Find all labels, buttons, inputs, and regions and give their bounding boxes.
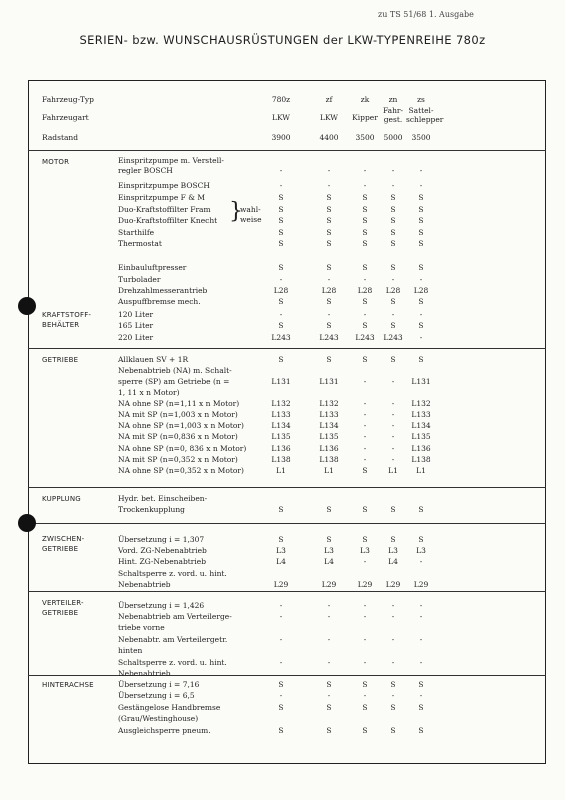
value-zf: L131 bbox=[319, 377, 339, 386]
item-label: Drehzahlmesserantrieb bbox=[118, 286, 208, 295]
header-type-zf: zf bbox=[325, 95, 333, 104]
item-label: Schaltsperre z. vord. u. hint. bbox=[118, 658, 227, 667]
section-divider bbox=[28, 675, 546, 676]
item-label: Ausgleichsperre pneum. bbox=[118, 726, 211, 735]
value-zk: S bbox=[362, 239, 368, 248]
value-zf: S bbox=[326, 505, 332, 514]
section-divider bbox=[28, 150, 546, 151]
value-zn: S bbox=[390, 205, 396, 214]
value-zn: - bbox=[391, 275, 395, 284]
value-zf: L4 bbox=[324, 557, 334, 566]
value-zf: S bbox=[326, 216, 332, 225]
value-zk: S bbox=[362, 703, 368, 712]
value-zf: L1 bbox=[324, 466, 334, 475]
value-zk: - bbox=[363, 275, 367, 284]
value-zn: S bbox=[390, 703, 396, 712]
item-label: NA ohne SP (n=1,003 x n Motor) bbox=[118, 421, 244, 430]
value-zs: L132 bbox=[411, 399, 431, 408]
value-zs: S bbox=[418, 321, 424, 330]
section-gearbox: GETRIEBE bbox=[42, 356, 79, 364]
value-780z: L3 bbox=[276, 546, 286, 555]
item-label: Duo-Kraftstoffilter Knecht bbox=[118, 216, 218, 225]
value-zn: S bbox=[390, 355, 396, 364]
value-zn: - bbox=[391, 410, 395, 419]
value-zf: - bbox=[327, 181, 331, 190]
value-zs: L28 bbox=[413, 286, 429, 295]
section-intermediate-gearbox-line2: GETRIEBE bbox=[42, 545, 79, 553]
section-rear-axle: HINTERACHSE bbox=[42, 681, 94, 689]
value-zs: - bbox=[419, 658, 423, 667]
value-zs: S bbox=[418, 205, 424, 214]
header-wheelbase-zf: 4400 bbox=[319, 133, 339, 142]
value-zs: S bbox=[418, 297, 424, 306]
value-zn: - bbox=[391, 691, 395, 700]
value-780z: S bbox=[278, 703, 284, 712]
section-transfer-case: VERTEILER- bbox=[42, 599, 84, 607]
value-zk: S bbox=[362, 193, 368, 202]
value-780z: L134 bbox=[271, 421, 291, 430]
header-kind-zk: Kipper bbox=[352, 113, 378, 122]
header-kind-zs: Sattel- bbox=[408, 106, 434, 115]
value-zk: - bbox=[363, 444, 367, 453]
value-zs: - bbox=[419, 166, 423, 175]
value-zk: - bbox=[363, 432, 367, 441]
value-780z: L4 bbox=[276, 557, 286, 566]
value-zn: - bbox=[391, 181, 395, 190]
value-zs: L1 bbox=[416, 466, 426, 475]
value-780z: S bbox=[278, 228, 284, 237]
header-wheelbase-zk: 3500 bbox=[355, 133, 375, 142]
value-zs: - bbox=[419, 612, 423, 621]
value-zf: - bbox=[327, 601, 331, 610]
optional-note-line1: wahl- bbox=[240, 205, 261, 214]
value-780z: S bbox=[278, 321, 284, 330]
value-780z: S bbox=[278, 297, 284, 306]
section-divider bbox=[28, 487, 546, 488]
header-kind-zn-line2: gest. bbox=[383, 115, 403, 124]
item-label: hinten bbox=[118, 646, 143, 655]
value-zf: L3 bbox=[324, 546, 334, 555]
header-kind-780z: LKW bbox=[271, 113, 291, 122]
value-zs: L138 bbox=[411, 455, 431, 464]
value-zk: - bbox=[363, 557, 367, 566]
value-zn: L4 bbox=[388, 557, 398, 566]
value-zs: - bbox=[419, 310, 423, 319]
value-zf: - bbox=[327, 691, 331, 700]
item-label: Duo-Kraftstoffilter Fram bbox=[118, 205, 211, 214]
value-zk: S bbox=[362, 321, 368, 330]
value-zn: - bbox=[391, 444, 395, 453]
value-780z: L136 bbox=[271, 444, 291, 453]
value-zf: - bbox=[327, 166, 331, 175]
section-transfer-case-line2: GETRIEBE bbox=[42, 609, 79, 617]
item-label: Einspritzpumpe BOSCH bbox=[118, 181, 210, 190]
item-label: Auspuffbremse mech. bbox=[118, 297, 201, 306]
value-zk: L243 bbox=[355, 333, 375, 342]
value-zk: S bbox=[362, 263, 368, 272]
item-label: Nebenabtrieb bbox=[118, 580, 171, 589]
value-zs: L29 bbox=[413, 580, 429, 589]
value-780z: S bbox=[278, 505, 284, 514]
value-zs: - bbox=[419, 557, 423, 566]
item-label: Übersetzung i = 7,16 bbox=[118, 680, 200, 689]
item-label: NA ohne SP (n=0,352 x n Motor) bbox=[118, 466, 244, 475]
value-zf: L28 bbox=[321, 286, 337, 295]
value-zf: - bbox=[327, 275, 331, 284]
value-zs: - bbox=[419, 275, 423, 284]
value-zn: L29 bbox=[385, 580, 401, 589]
item-label: Einbauluftpresser bbox=[118, 263, 187, 272]
value-780z: - bbox=[279, 310, 283, 319]
value-zn: - bbox=[391, 377, 395, 386]
value-zf: S bbox=[326, 321, 332, 330]
value-zf: - bbox=[327, 310, 331, 319]
value-780z: - bbox=[279, 691, 283, 700]
item-label: triebe vorne bbox=[118, 623, 165, 632]
value-zk: S bbox=[362, 466, 368, 475]
value-780z: S bbox=[278, 726, 284, 735]
value-zf: S bbox=[326, 193, 332, 202]
value-zk: - bbox=[363, 377, 367, 386]
value-780z: L135 bbox=[271, 432, 291, 441]
value-zs: S bbox=[418, 193, 424, 202]
value-zs: S bbox=[418, 355, 424, 364]
header-vehicle-type-label: Fahrzeug-Typ bbox=[42, 95, 94, 104]
item-label: NA ohne SP (n=0, 836 x n Motor) bbox=[118, 444, 247, 453]
value-zs: L133 bbox=[411, 410, 431, 419]
header-wheelbase-zs: 3500 bbox=[411, 133, 431, 142]
value-780z: - bbox=[279, 635, 283, 644]
value-zf: S bbox=[326, 228, 332, 237]
value-zn: - bbox=[391, 658, 395, 667]
value-780z: L132 bbox=[271, 399, 291, 408]
value-zs: - bbox=[419, 601, 423, 610]
value-zf: - bbox=[327, 612, 331, 621]
value-zf: S bbox=[326, 535, 332, 544]
item-label: (Grau/Westinghouse) bbox=[118, 714, 199, 723]
value-zs: S bbox=[418, 216, 424, 225]
value-zk: S bbox=[362, 205, 368, 214]
value-zn: S bbox=[390, 193, 396, 202]
value-zk: - bbox=[363, 410, 367, 419]
value-zs: S bbox=[418, 505, 424, 514]
value-zf: L135 bbox=[319, 432, 339, 441]
value-zk: S bbox=[362, 228, 368, 237]
value-zf: L243 bbox=[319, 333, 339, 342]
value-zk: - bbox=[363, 455, 367, 464]
value-zn: S bbox=[390, 239, 396, 248]
item-label: Nebenabtrieb bbox=[118, 669, 171, 678]
value-zs: L136 bbox=[411, 444, 431, 453]
value-zk: - bbox=[363, 612, 367, 621]
value-780z: L28 bbox=[273, 286, 289, 295]
punch-hole bbox=[18, 514, 36, 532]
value-zk: S bbox=[362, 535, 368, 544]
item-label: 220 Liter bbox=[118, 333, 154, 342]
value-780z: - bbox=[279, 166, 283, 175]
value-zs: S bbox=[418, 239, 424, 248]
value-zf: S bbox=[326, 263, 332, 272]
value-780z: S bbox=[278, 535, 284, 544]
item-label: Trockenkupplung bbox=[118, 505, 185, 514]
value-zn: S bbox=[390, 216, 396, 225]
value-780z: L1 bbox=[276, 466, 286, 475]
item-label: sperre (SP) am Getriebe (n = bbox=[118, 377, 230, 386]
item-label: Turbolader bbox=[118, 275, 161, 284]
value-zn: - bbox=[391, 612, 395, 621]
item-label: Gestängelose Handbremse bbox=[118, 703, 221, 712]
value-zk: S bbox=[362, 216, 368, 225]
value-zf: L29 bbox=[321, 580, 337, 589]
optional-brace: } bbox=[229, 199, 243, 224]
item-label: Übersetzung i = 6,5 bbox=[118, 691, 195, 700]
value-zn: S bbox=[390, 535, 396, 544]
value-zs: - bbox=[419, 691, 423, 700]
item-label: regler BOSCH bbox=[118, 166, 173, 175]
value-zf: S bbox=[326, 355, 332, 364]
header-kind-zf: LKW bbox=[319, 113, 339, 122]
item-label: Nebenabtrieb am Verteilerge- bbox=[118, 612, 232, 621]
value-780z: S bbox=[278, 205, 284, 214]
value-zf: S bbox=[326, 680, 332, 689]
value-zk: - bbox=[363, 310, 367, 319]
value-zn: S bbox=[390, 726, 396, 735]
value-zn: - bbox=[391, 310, 395, 319]
value-zs: - bbox=[419, 181, 423, 190]
value-zk: L3 bbox=[360, 546, 370, 555]
value-zk: - bbox=[363, 399, 367, 408]
value-780z: S bbox=[278, 216, 284, 225]
value-780z: L138 bbox=[271, 455, 291, 464]
value-zk: - bbox=[363, 166, 367, 175]
value-zn: - bbox=[391, 635, 395, 644]
section-divider bbox=[28, 523, 546, 524]
value-780z: S bbox=[278, 193, 284, 202]
value-zs: L135 bbox=[411, 432, 431, 441]
value-zk: L28 bbox=[357, 286, 373, 295]
header-vehicle-kind-label: Fahrzeugart bbox=[42, 113, 89, 122]
value-zf: L136 bbox=[319, 444, 339, 453]
value-780z: L243 bbox=[271, 333, 291, 342]
value-zs: - bbox=[419, 333, 423, 342]
value-zs: - bbox=[419, 635, 423, 644]
header-wheelbase-label: Radstand bbox=[42, 133, 79, 142]
value-zs: S bbox=[418, 535, 424, 544]
value-zn: L1 bbox=[388, 466, 398, 475]
value-zn: L243 bbox=[383, 333, 403, 342]
value-780z: - bbox=[279, 275, 283, 284]
value-zk: S bbox=[362, 680, 368, 689]
header-kind-zs-line2: schlepper bbox=[406, 115, 444, 124]
item-label: Nebenabtr. am Verteilergetr. bbox=[118, 635, 228, 644]
value-zk: - bbox=[363, 658, 367, 667]
value-zf: L132 bbox=[319, 399, 339, 408]
value-zn: L28 bbox=[385, 286, 401, 295]
item-label: Übersetzung i = 1,307 bbox=[118, 535, 205, 544]
section-divider bbox=[28, 348, 546, 349]
value-zk: L29 bbox=[357, 580, 373, 589]
section-divider bbox=[28, 591, 546, 592]
item-label: Einspritzpumpe m. Verstell- bbox=[118, 156, 224, 165]
value-zk: S bbox=[362, 505, 368, 514]
value-zs: L3 bbox=[416, 546, 426, 555]
page-title: SERIEN- bzw. WUNSCHAUSRÜSTUNGEN der LKW-TYPENREIHE 780z bbox=[79, 33, 486, 47]
value-zs: S bbox=[418, 680, 424, 689]
punch-hole bbox=[18, 297, 36, 315]
item-label: Hydr. bet. Einscheiben- bbox=[118, 494, 208, 503]
value-zn: S bbox=[390, 263, 396, 272]
header-type-zk: zk bbox=[360, 95, 370, 104]
value-zn: - bbox=[391, 399, 395, 408]
value-zk: - bbox=[363, 421, 367, 430]
value-780z: L131 bbox=[271, 377, 291, 386]
header-wheelbase-780z: 3900 bbox=[271, 133, 291, 142]
value-zf: - bbox=[327, 635, 331, 644]
value-zf: S bbox=[326, 239, 332, 248]
value-780z: - bbox=[279, 181, 283, 190]
value-zf: - bbox=[327, 658, 331, 667]
header-wheelbase-zn: 5000 bbox=[383, 133, 403, 142]
value-zf: S bbox=[326, 297, 332, 306]
document-reference: zu TS 51/68 1. Ausgabe bbox=[378, 10, 474, 19]
value-zf: S bbox=[326, 726, 332, 735]
value-zk: - bbox=[363, 181, 367, 190]
value-zk: S bbox=[362, 297, 368, 306]
value-zk: - bbox=[363, 601, 367, 610]
header-type-zn: zn bbox=[388, 95, 398, 104]
value-zn: S bbox=[390, 321, 396, 330]
value-zs: S bbox=[418, 726, 424, 735]
value-780z: S bbox=[278, 680, 284, 689]
value-780z: - bbox=[279, 601, 283, 610]
value-zk: S bbox=[362, 726, 368, 735]
value-zs: L131 bbox=[411, 377, 431, 386]
value-zs: S bbox=[418, 263, 424, 272]
value-780z: - bbox=[279, 612, 283, 621]
optional-note-line2: weise bbox=[240, 215, 262, 224]
value-780z: - bbox=[279, 658, 283, 667]
value-780z: L133 bbox=[271, 410, 291, 419]
section-motor: MOTOR bbox=[42, 158, 70, 166]
header-type-780z: 780z bbox=[271, 95, 291, 104]
section-fuel-tank: KRAFTSTOFF- bbox=[42, 311, 92, 319]
value-zs: L134 bbox=[411, 421, 431, 430]
value-780z: S bbox=[278, 239, 284, 248]
section-clutch: KUPPLUNG bbox=[42, 495, 81, 503]
value-zn: S bbox=[390, 505, 396, 514]
value-780z: S bbox=[278, 263, 284, 272]
item-label: Übersetzung i = 1,426 bbox=[118, 601, 205, 610]
item-label: NA mit SP (n=0,352 x n Motor) bbox=[118, 455, 238, 464]
header-kind-zn: Fahr- bbox=[382, 106, 404, 115]
value-zn: S bbox=[390, 228, 396, 237]
item-label: Nebenabtrieb (NA) m. Schalt- bbox=[118, 366, 232, 375]
value-zn: - bbox=[391, 455, 395, 464]
value-780z: S bbox=[278, 355, 284, 364]
item-label: 120 Liter bbox=[118, 310, 154, 319]
item-label: Schaltsperre z. vord. u. hint. bbox=[118, 569, 227, 578]
value-zs: S bbox=[418, 703, 424, 712]
item-label: Starthilfe bbox=[118, 228, 155, 237]
value-zf: S bbox=[326, 703, 332, 712]
item-label: Hint. ZG-Nebenabtrieb bbox=[118, 557, 207, 566]
value-zk: - bbox=[363, 691, 367, 700]
value-zn: S bbox=[390, 680, 396, 689]
value-zf: L134 bbox=[319, 421, 339, 430]
value-zf: L133 bbox=[319, 410, 339, 419]
header-type-zs: zs bbox=[417, 95, 425, 104]
section-intermediate-gearbox: ZWISCHEN- bbox=[42, 535, 85, 543]
item-label: NA mit SP (n=1,003 x n Motor) bbox=[118, 410, 238, 419]
value-zk: - bbox=[363, 635, 367, 644]
value-zk: S bbox=[362, 355, 368, 364]
section-fuel-tank-line2: BEHÄLTER bbox=[42, 321, 80, 329]
item-label: 165 Liter bbox=[118, 321, 154, 330]
item-label: Allklauen SV + 1R bbox=[118, 355, 189, 364]
value-zn: - bbox=[391, 421, 395, 430]
item-label: Thermostat bbox=[118, 239, 162, 248]
value-zn: - bbox=[391, 432, 395, 441]
item-label: NA ohne SP (n=1,11 x n Motor) bbox=[118, 399, 240, 408]
item-label: 1, 11 x n Motor) bbox=[118, 388, 180, 397]
value-780z: L29 bbox=[273, 580, 289, 589]
value-zf: L138 bbox=[319, 455, 339, 464]
value-zn: - bbox=[391, 166, 395, 175]
value-zn: S bbox=[390, 297, 396, 306]
item-label: Einspritzpumpe F & M bbox=[118, 193, 205, 202]
item-label: NA mit SP (n=0,836 x n Motor) bbox=[118, 432, 238, 441]
value-zn: - bbox=[391, 601, 395, 610]
value-zs: S bbox=[418, 228, 424, 237]
value-zf: S bbox=[326, 205, 332, 214]
item-label: Vord. ZG-Nebenabtrieb bbox=[118, 546, 207, 555]
value-zn: L3 bbox=[388, 546, 398, 555]
